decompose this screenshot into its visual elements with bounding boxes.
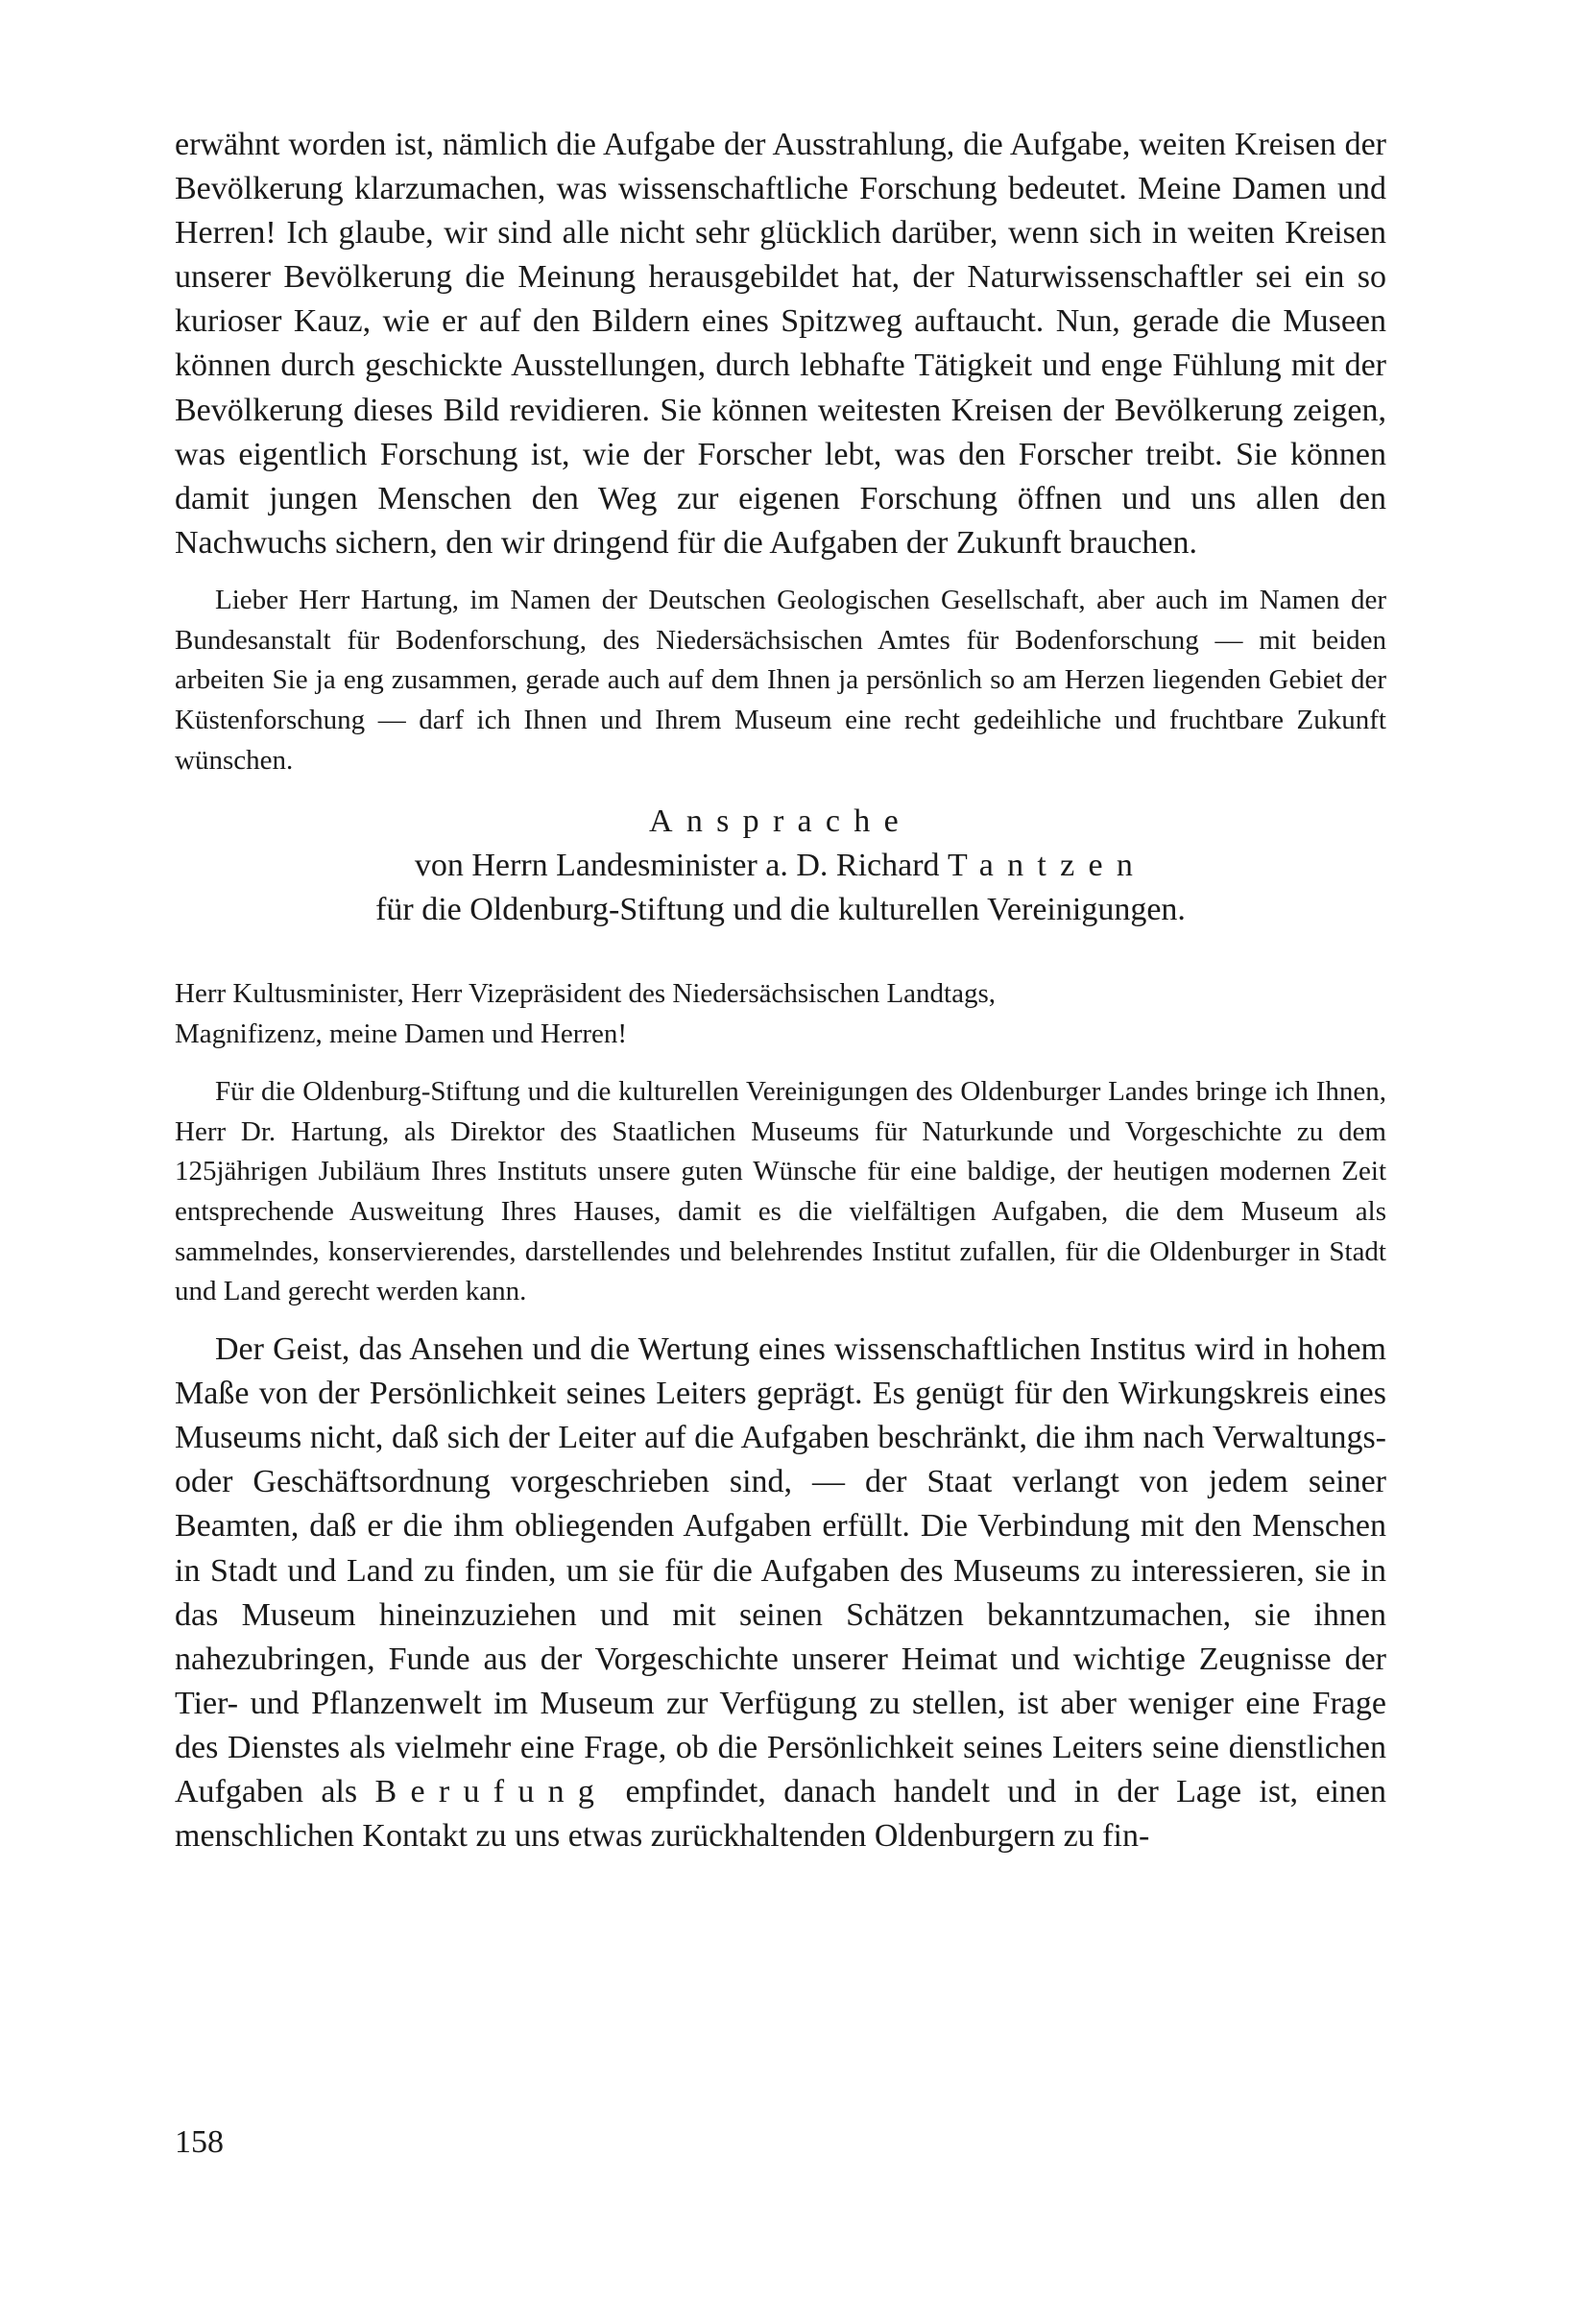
speech-heading — [175, 800, 1386, 932]
heading-speaker — [175, 844, 1386, 888]
paragraph-geology-wishes: Lieber Herr Hartung, im Namen der Deutschen Geologischen Gesellschaft, aber auch im Namen der Bundesanstalt für Bodenforschung, des Niedersächsischen Amtes für Bodenforschung — mit beiden arbeiten Sie ja eng zusammen, gerade auch auf dem Ihnen ja persönlich so am Herzen liegenden Gebiet der Küstenforschung — darf ich Ihnen und Ihrem Museum eine recht gedeihliche und fruchtbare Zukunft wünschen. — [175, 584, 1386, 776]
paragraph-museum-leader-part-1: Der Geist, das Ansehen und die Wertung eines wissenschaftlichen Institus wird in hohem Maße von der Persönlichkeit seines Leiters geprägt. Es genügt für den Wirkungskreis eines Museums nicht, daß sich der Leiter auf die Aufgaben beschränkt, die ihm nach Verwaltungs- oder Geschäftsordnung vorgeschrieben sind, — der Staat verlangt von jedem seiner Beamten, daß er die ihm obliegenden Aufgaben erfüllt. Die Verbindung mit den Menschen in Stadt und Land zu finden, um sie für die Aufgaben des Museums zu interessieren, sie in das Museum hineinzuziehen und mit seinen Schätzen bekanntzumachen, sie ihnen nahezubringen, Funde aus der Vorgeschichte unserer Heimat und wichtige Zeugnisse der Tier- und Pflanzenwelt im Museum zur Verfügung zu stellen, ist aber weniger eine Frage des Dienstes als vielmehr eine Frage, ob die Persönlichkeit seines Leiters seine dienstlichen Aufgaben als — [175, 1331, 1386, 1810]
paragraph-museum-leader-part-2: empfindet, danach handelt und in der Lage ist, einen menschlichen Kontakt zu uns etwas zurückhaltenden Oldenburgern zu fin- — [175, 1774, 1386, 1855]
paragraph-museum-leader — [175, 1328, 1386, 1858]
salutation-line-1: Herr Kultusminister, Herr Vizepräsident des Niedersächsischen Landtags, — [175, 978, 997, 1010]
salutation — [175, 974, 1386, 1054]
heading-speaker-name: Tantzen — [948, 848, 1147, 884]
heading-title: Ansprache — [649, 803, 912, 840]
page-body — [175, 123, 1386, 1858]
paragraph-intro: erwähnt worden ist, nämlich die Aufgabe der Ausstrahlung, die Aufgabe, weiten Kreisen der Bevölkerung klarzumachen, was wissenschaftliche Forschung bedeutet. Meine Damen und Herren! Ich glaube, wir sind alle nicht sehr glücklich darüber, wenn sich in weiten Kreisen unserer Bevölkerung die Meinung herausgebildet hat, der Naturwissenschaftler sei ein so kurioser Kauz, wie er auf den Bildern eines Spitzweg auftaucht. Nun, gerade die Museen können durch geschickte Ausstellungen, durch lebhafte Tätigkeit und enge Fühlung mit der Bevölkerung dieses Bild revidieren. Sie können weitesten Kreisen der Bevölkerung zeigen, was eigentlich Forschung ist, wie der Forscher lebt, was den Forscher treibt. Sie können damit jungen Menschen den Weg zur eigenen Forschung öffnen und uns allen den Nachwuchs sichern, den wir dringend für die Aufgaben der Zukunft brauchen. — [175, 127, 1386, 561]
paragraph-foundation-wishes: Für die Oldenburg-Stiftung und die kulturellen Vereinigungen des Oldenburger Landes bringe ich Ihnen, Herr Dr. Hartung, als Direktor des Staatlichen Museums für Naturkunde und Vorgeschichte zu dem 125jährigen Jubiläum Ihres Instituts unsere guten Wünsche für eine baldige, der heutigen modernen Zeit entsprechende Ausweitung Ihres Hauses, damit es die vielfältigen Aufgaben, die dem Museum als sammelndes, konservierendes, darstellendes und belehrendes Institut zufallen, für die Oldenburger in Stadt und Land gerecht werden kann. — [175, 1075, 1386, 1307]
emphasis-berufung: Berufung — [374, 1774, 609, 1810]
page-number: 158 — [175, 2124, 224, 2160]
heading-speaker-prefix: von Herrn Landesminister a. D. Richard — [414, 848, 940, 884]
heading-organization: für die Oldenburg-Stiftung und die kulturellen Vereinigungen. — [375, 892, 1186, 928]
salutation-line-2: Magnifizenz, meine Damen und Herren! — [175, 1018, 628, 1050]
